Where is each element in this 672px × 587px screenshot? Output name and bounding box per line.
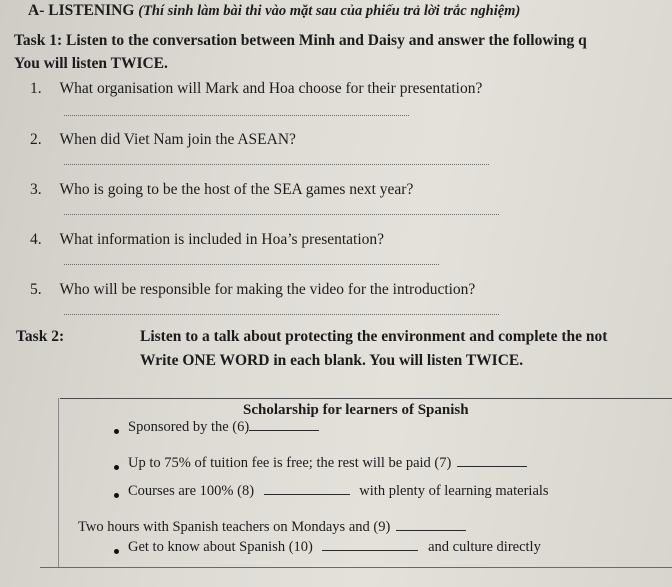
section-a-title: A- LISTENING xyxy=(28,2,135,19)
question-number: 1. xyxy=(30,80,42,97)
task2-instruction: Listen to a talk about protecting the environment and complete the not xyxy=(140,328,608,345)
notes-box-left-border xyxy=(58,398,59,568)
question-text: When did Viet Nam join the ASEAN? xyxy=(59,131,296,148)
blank-8[interactable] xyxy=(264,482,350,495)
question-number: 3. xyxy=(30,181,42,198)
question-text: Who is going to be the host of the SEA games next year? xyxy=(59,181,414,198)
section-a-heading xyxy=(28,2,520,20)
note-item-text: Two hours with Spanish teachers on Mondays and (9) xyxy=(78,519,391,535)
note-item-text: Courses are 100% (8) xyxy=(128,483,255,499)
answer-line-3[interactable] xyxy=(64,214,499,215)
question-4 xyxy=(30,231,384,249)
note-item-text: Sponsored by the (6) xyxy=(128,419,250,435)
question-5 xyxy=(30,281,475,299)
task1-instruction: Task 1: Listen to the conversation between Minh and Daisy and answer the following q xyxy=(14,32,587,49)
note-item-text: Up to 75% of tuition fee is free; the rest will be paid (7) xyxy=(128,455,452,471)
question-text: What organisation will Mark and Hoa choose for their presentation? xyxy=(59,80,483,97)
task2-label: Task 2: xyxy=(16,328,65,345)
note-item-8 xyxy=(128,482,549,500)
task1-listen-note: You will listen TWICE. xyxy=(14,55,168,72)
task2-instruction-2: Write ONE WORD in each blank. You will listen TWICE. xyxy=(140,352,524,369)
blank-7[interactable] xyxy=(457,454,527,467)
question-text: Who will be responsible for making the video for the introduction? xyxy=(59,281,476,298)
note-item-9 xyxy=(78,518,466,536)
notes-box-bottom-border xyxy=(40,567,672,568)
note-item-text: and culture directly xyxy=(428,539,541,555)
blank-9[interactable] xyxy=(396,518,466,531)
section-a-note: (Thí sinh làm bài thi vào mặt sau của phiếu trả lời trắc nghiệm) xyxy=(138,3,521,19)
question-number: 2. xyxy=(30,131,42,148)
note-item-6 xyxy=(128,418,319,436)
answer-line-2[interactable] xyxy=(64,164,489,165)
question-1 xyxy=(30,80,482,98)
note-item-10 xyxy=(128,538,541,556)
question-text: What information is included in Hoa’s presentation? xyxy=(59,231,385,248)
question-number: 5. xyxy=(30,281,42,298)
question-number: 4. xyxy=(30,231,42,248)
notes-box-top-border xyxy=(60,398,672,399)
bullet-icon xyxy=(114,465,119,470)
note-item-7 xyxy=(128,454,527,472)
answer-line-4[interactable] xyxy=(64,264,439,265)
question-2 xyxy=(30,131,296,149)
note-item-text: Get to know about Spanish (10) xyxy=(128,539,313,555)
bullet-icon xyxy=(114,493,119,498)
answer-line-1[interactable] xyxy=(64,115,409,116)
blank-6[interactable] xyxy=(249,418,319,431)
blank-10[interactable] xyxy=(322,538,418,551)
question-3 xyxy=(30,181,413,199)
notes-box-title: Scholarship for learners of Spanish xyxy=(243,402,469,418)
note-item-text: with plenty of learning materials xyxy=(359,483,549,499)
bullet-icon xyxy=(114,549,119,554)
answer-line-5[interactable] xyxy=(64,314,499,315)
bullet-icon xyxy=(114,429,119,434)
